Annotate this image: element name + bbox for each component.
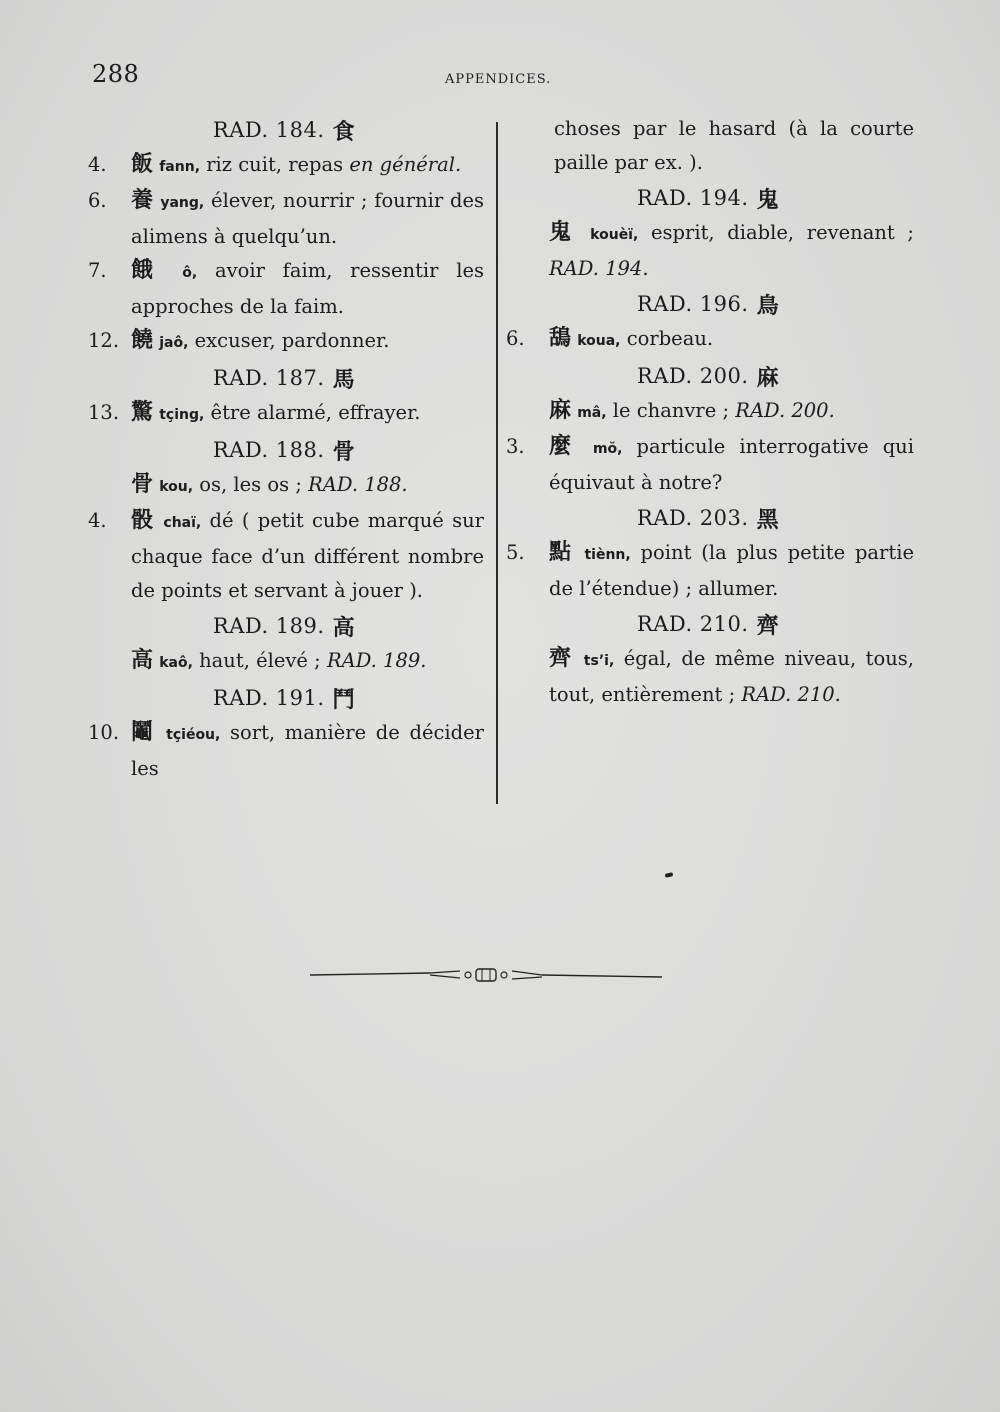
italic-reference: en général. [349, 153, 462, 176]
radical-label: RAD. 188. [212, 438, 325, 462]
radical-heading [502, 180, 914, 216]
radical-label: RAD. 191. [212, 686, 325, 710]
entry-character: 餓 [131, 258, 165, 283]
definition: corbeau. [620, 327, 714, 350]
romanization: ô, [182, 265, 198, 281]
entry-character: 骰 [131, 508, 156, 533]
radical-character: 鬼 [756, 187, 780, 213]
italic-reference: RAD. 194. [549, 257, 649, 280]
stroke-count: 6. [88, 189, 107, 212]
dictionary-entry [84, 504, 484, 608]
entry-character: 點 [549, 540, 575, 565]
radical-heading [84, 360, 484, 396]
dictionary-entry [502, 536, 914, 606]
entry-character: 齊 [549, 646, 575, 671]
italic-reference: RAD. 189. [326, 649, 427, 672]
definition: riz cuit, repas [200, 153, 350, 176]
romanization: chaï, [163, 515, 202, 531]
dictionary-entry [84, 324, 484, 360]
entry-character: 鬼 [549, 220, 578, 245]
italic-reference: RAD. 200. [735, 399, 835, 422]
definition: avoir faim, ressentir les approches de la faim. [131, 259, 484, 318]
radical-label: RAD. 194. [636, 186, 749, 210]
romanization: yang, [160, 195, 205, 211]
radical-label: RAD. 196. [636, 292, 749, 316]
dictionary-entry [502, 394, 914, 430]
dictionary-entry [84, 716, 484, 786]
romanization: mâ, [577, 405, 607, 421]
definition: particule interrogative qui équivaut à notre? [549, 435, 914, 494]
radical-character: 高 [332, 615, 356, 641]
entry-character: 鬮 [131, 720, 157, 745]
dictionary-entry [84, 468, 484, 504]
entry-character: 麻 [549, 398, 572, 423]
definition: le chanvre ; [606, 399, 736, 422]
radical-character: 鳥 [756, 293, 780, 319]
stroke-count: 7. [88, 259, 107, 282]
radical-label: RAD. 200. [636, 364, 749, 388]
radical-heading [84, 608, 484, 644]
stroke-count: 12. [88, 329, 120, 352]
romanization: koua, [577, 333, 621, 349]
dictionary-entry [84, 396, 484, 432]
dictionary-entry [84, 148, 484, 184]
entry-character: 骨 [131, 472, 154, 497]
continuation-text: choses par le hasard (à la courte paille par ex. ). [554, 117, 914, 174]
romanization: tçiéou, [166, 727, 221, 743]
radical-character: 黑 [756, 507, 780, 533]
radical-heading [84, 112, 484, 148]
entry-character: 飯 [131, 152, 154, 177]
romanization: tiènn, [584, 547, 631, 563]
definition: dé ( petit cube marqué sur chaque face d’un différent nombre de points et servant à jouer ). [131, 509, 484, 602]
ornament-divider [310, 962, 662, 988]
radical-label: RAD. 187. [212, 366, 325, 390]
entry-character: 鴰 [549, 326, 572, 351]
entry-character: 養 [131, 188, 154, 213]
definition: égal, de même niveau, tous, tout, entièrement ; [549, 647, 914, 706]
dictionary-entry [84, 184, 484, 254]
dictionary-entry [502, 430, 914, 500]
stroke-count: 13. [88, 401, 120, 424]
dictionary-entry [502, 322, 914, 358]
romanization: fann, [159, 159, 201, 175]
radical-heading [502, 286, 914, 322]
radical-character: 鬥 [332, 687, 356, 713]
page-number: 288 [92, 60, 140, 88]
radical-character: 骨 [332, 439, 356, 465]
stroke-count: 4. [88, 153, 107, 176]
entry-character: 饒 [131, 328, 154, 353]
dictionary-entry [502, 642, 914, 712]
entry-character: 麼 [549, 434, 579, 459]
romanization: ts’i, [583, 653, 615, 669]
stroke-count: 10. [88, 721, 120, 744]
radical-heading [84, 432, 484, 468]
column-divider [496, 122, 498, 804]
romanization: jaô, [159, 335, 189, 351]
romanization: tçing, [159, 407, 205, 423]
definition: être alarmé, effrayer. [204, 401, 421, 424]
dictionary-entry [502, 216, 914, 286]
radical-heading [502, 500, 914, 536]
italic-reference: RAD. 188. [308, 473, 408, 496]
radical-heading [502, 358, 914, 394]
romanization: mŏ, [592, 441, 623, 457]
definition: élever, nourrir ; fournir des alimens à quelqu’un. [131, 189, 484, 248]
definition: esprit, diable, revenant ; [638, 221, 914, 244]
stroke-count: 3. [506, 435, 525, 458]
radical-character: 馬 [332, 367, 356, 393]
radical-label: RAD. 189. [212, 614, 325, 638]
stroke-count: 5. [506, 541, 525, 564]
radical-character: 麻 [756, 365, 780, 391]
stroke-count: 6. [506, 327, 525, 350]
radical-label: RAD. 210. [636, 612, 749, 636]
left-column [84, 112, 484, 786]
radical-heading [502, 606, 914, 642]
definition: sort, manière de décider les [131, 721, 484, 780]
radical-character: 食 [332, 119, 356, 145]
radical-label: RAD. 184. [212, 118, 325, 142]
romanization: kaô, [159, 655, 193, 671]
radical-label: RAD. 203. [636, 506, 749, 530]
radical-character: 齊 [756, 613, 780, 639]
radical-heading [84, 680, 484, 716]
dictionary-entry [84, 254, 484, 324]
running-head: APPENDICES. [445, 72, 552, 87]
right-column [502, 112, 914, 712]
italic-reference: RAD. 210. [741, 683, 841, 706]
definition: excuser, pardonner. [188, 329, 390, 352]
romanization: kouèï, [590, 227, 639, 243]
entry-character: 驚 [131, 400, 154, 425]
ink-speck [665, 872, 674, 878]
romanization: kou, [159, 479, 194, 495]
stroke-count: 4. [88, 509, 107, 532]
definition: haut, élevé ; [192, 649, 327, 672]
definition: os, les os ; [193, 473, 309, 496]
dictionary-entry [84, 644, 484, 680]
definition: point (la plus petite partie de l’étendue) ; allumer. [549, 541, 914, 600]
entry-character: 高 [131, 648, 154, 673]
